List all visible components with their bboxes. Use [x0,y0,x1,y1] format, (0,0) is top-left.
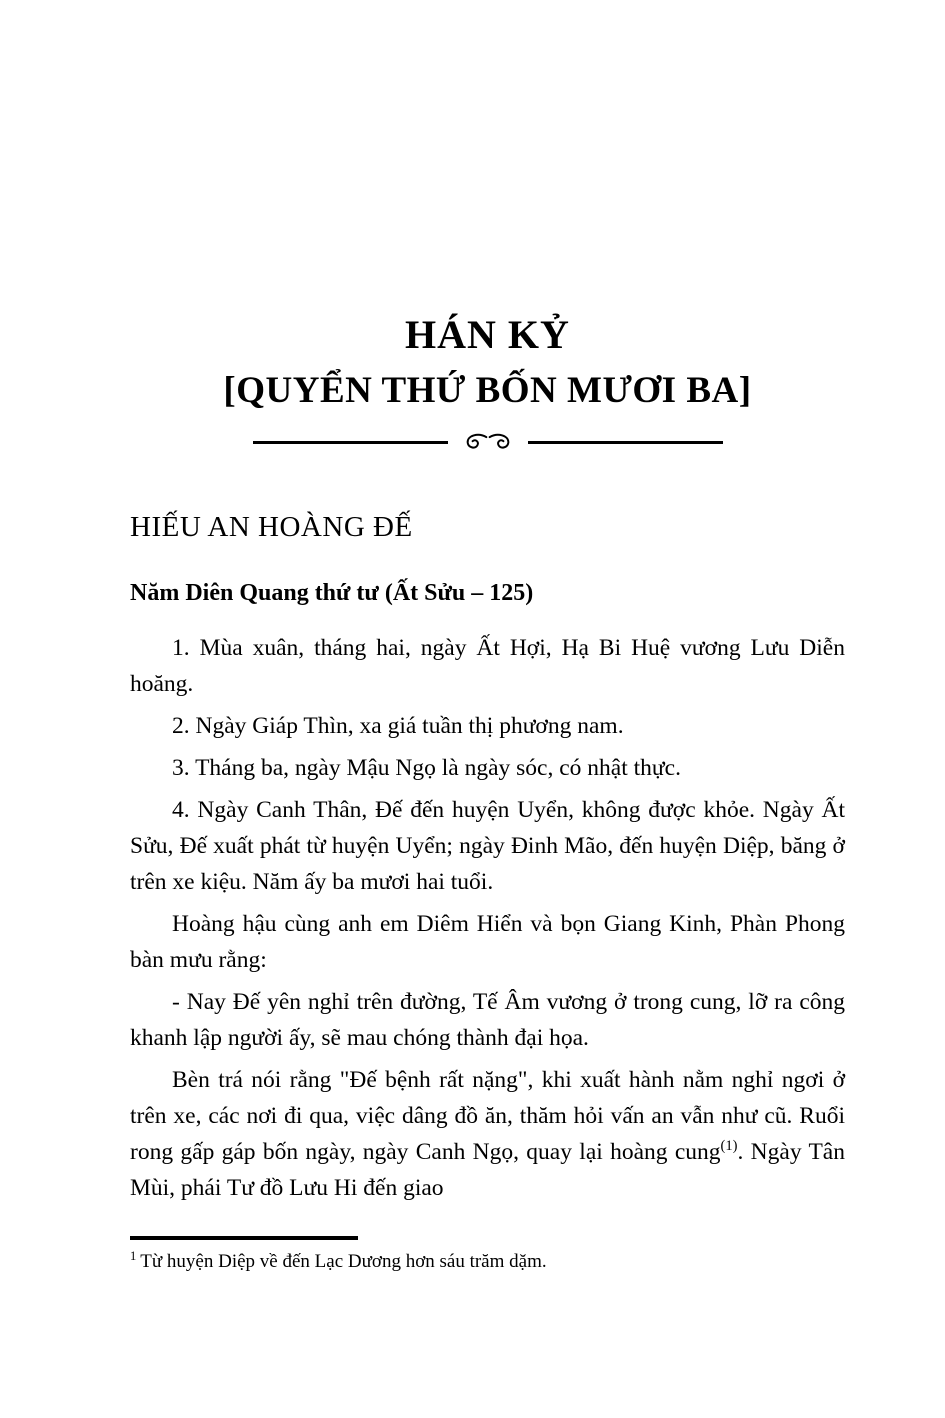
book-title: HÁN KỶ [405,312,570,357]
divider-rule-right [528,441,723,444]
paragraph: - Nay Đế yên nghỉ trên đường, Tế Âm vương ở trong cung, lỡ ra công khanh lập người ấy, sẽ mau chóng thành đại họa. [130,989,845,1051]
title-divider [253,432,723,452]
title-block [130,310,845,452]
paragraph: 4. Ngày Canh Thân, Đế đến huyện Uyển, không được khỏe. Ngày Ất Sửu, Đế xuất phát từ huyện Uyển; ngày Đinh Mão, đến huyện Diệp, băng ở trên xe kiệu. Năm ấy ba mươi hai tuổi. [130,797,845,895]
body-text [130,630,845,1206]
book-subtitle: [QUYỂN THỨ BỐN MƯƠI BA] [223,370,752,411]
paragraph-text: . Ngày Tân Mùi, phái Tư đồ Lưu Hi đến giao [130,1139,845,1201]
footnote-marker: 1 [130,1248,137,1263]
paragraph-with-footnote [130,1062,845,1206]
page-content [130,0,845,1212]
footnote-text: Từ huyện Diệp về đến Lạc Dương hơn sáu trăm dặm. [140,1251,547,1272]
floral-heart-divider-icon [462,432,514,452]
footnote [130,1250,845,1274]
divider-rule-left [253,441,448,444]
subsection-heading: Năm Diên Quang thứ tư (Ất Sửu – 125) [130,580,534,606]
paragraph: 2. Ngày Giáp Thìn, xa giá tuần thị phương nam. [172,713,624,739]
footnote-separator-rule [130,1236,358,1240]
section-heading: HIẾU AN HOÀNG ĐẾ [130,511,413,543]
footnote-reference: (1) [720,1138,738,1155]
paragraph: Hoàng hậu cùng anh em Diêm Hiển và bọn Giang Kinh, Phàn Phong bàn mưu rằng: [130,911,845,973]
paragraph-text: Bèn trá nói rằng "Đế bệnh rất nặng", khi xuất hành nằm nghỉ ngơi ở trên xe, các nơi đi qua, việc dâng đồ ăn, thăm hỏi vấn an vẫn như cũ. Ruổi rong gấp gáp bốn ngày, ngày Canh Ngọ, quay lại hoàng cung [130,1067,845,1165]
paragraph: 3. Tháng ba, ngày Mậu Ngọ là ngày sóc, có nhật thực. [172,755,681,781]
footnote-area [130,1236,845,1274]
paragraph: 1. Mùa xuân, tháng hai, ngày Ất Hợi, Hạ Bi Huệ vương Lưu Diễn hoăng. [130,635,845,697]
